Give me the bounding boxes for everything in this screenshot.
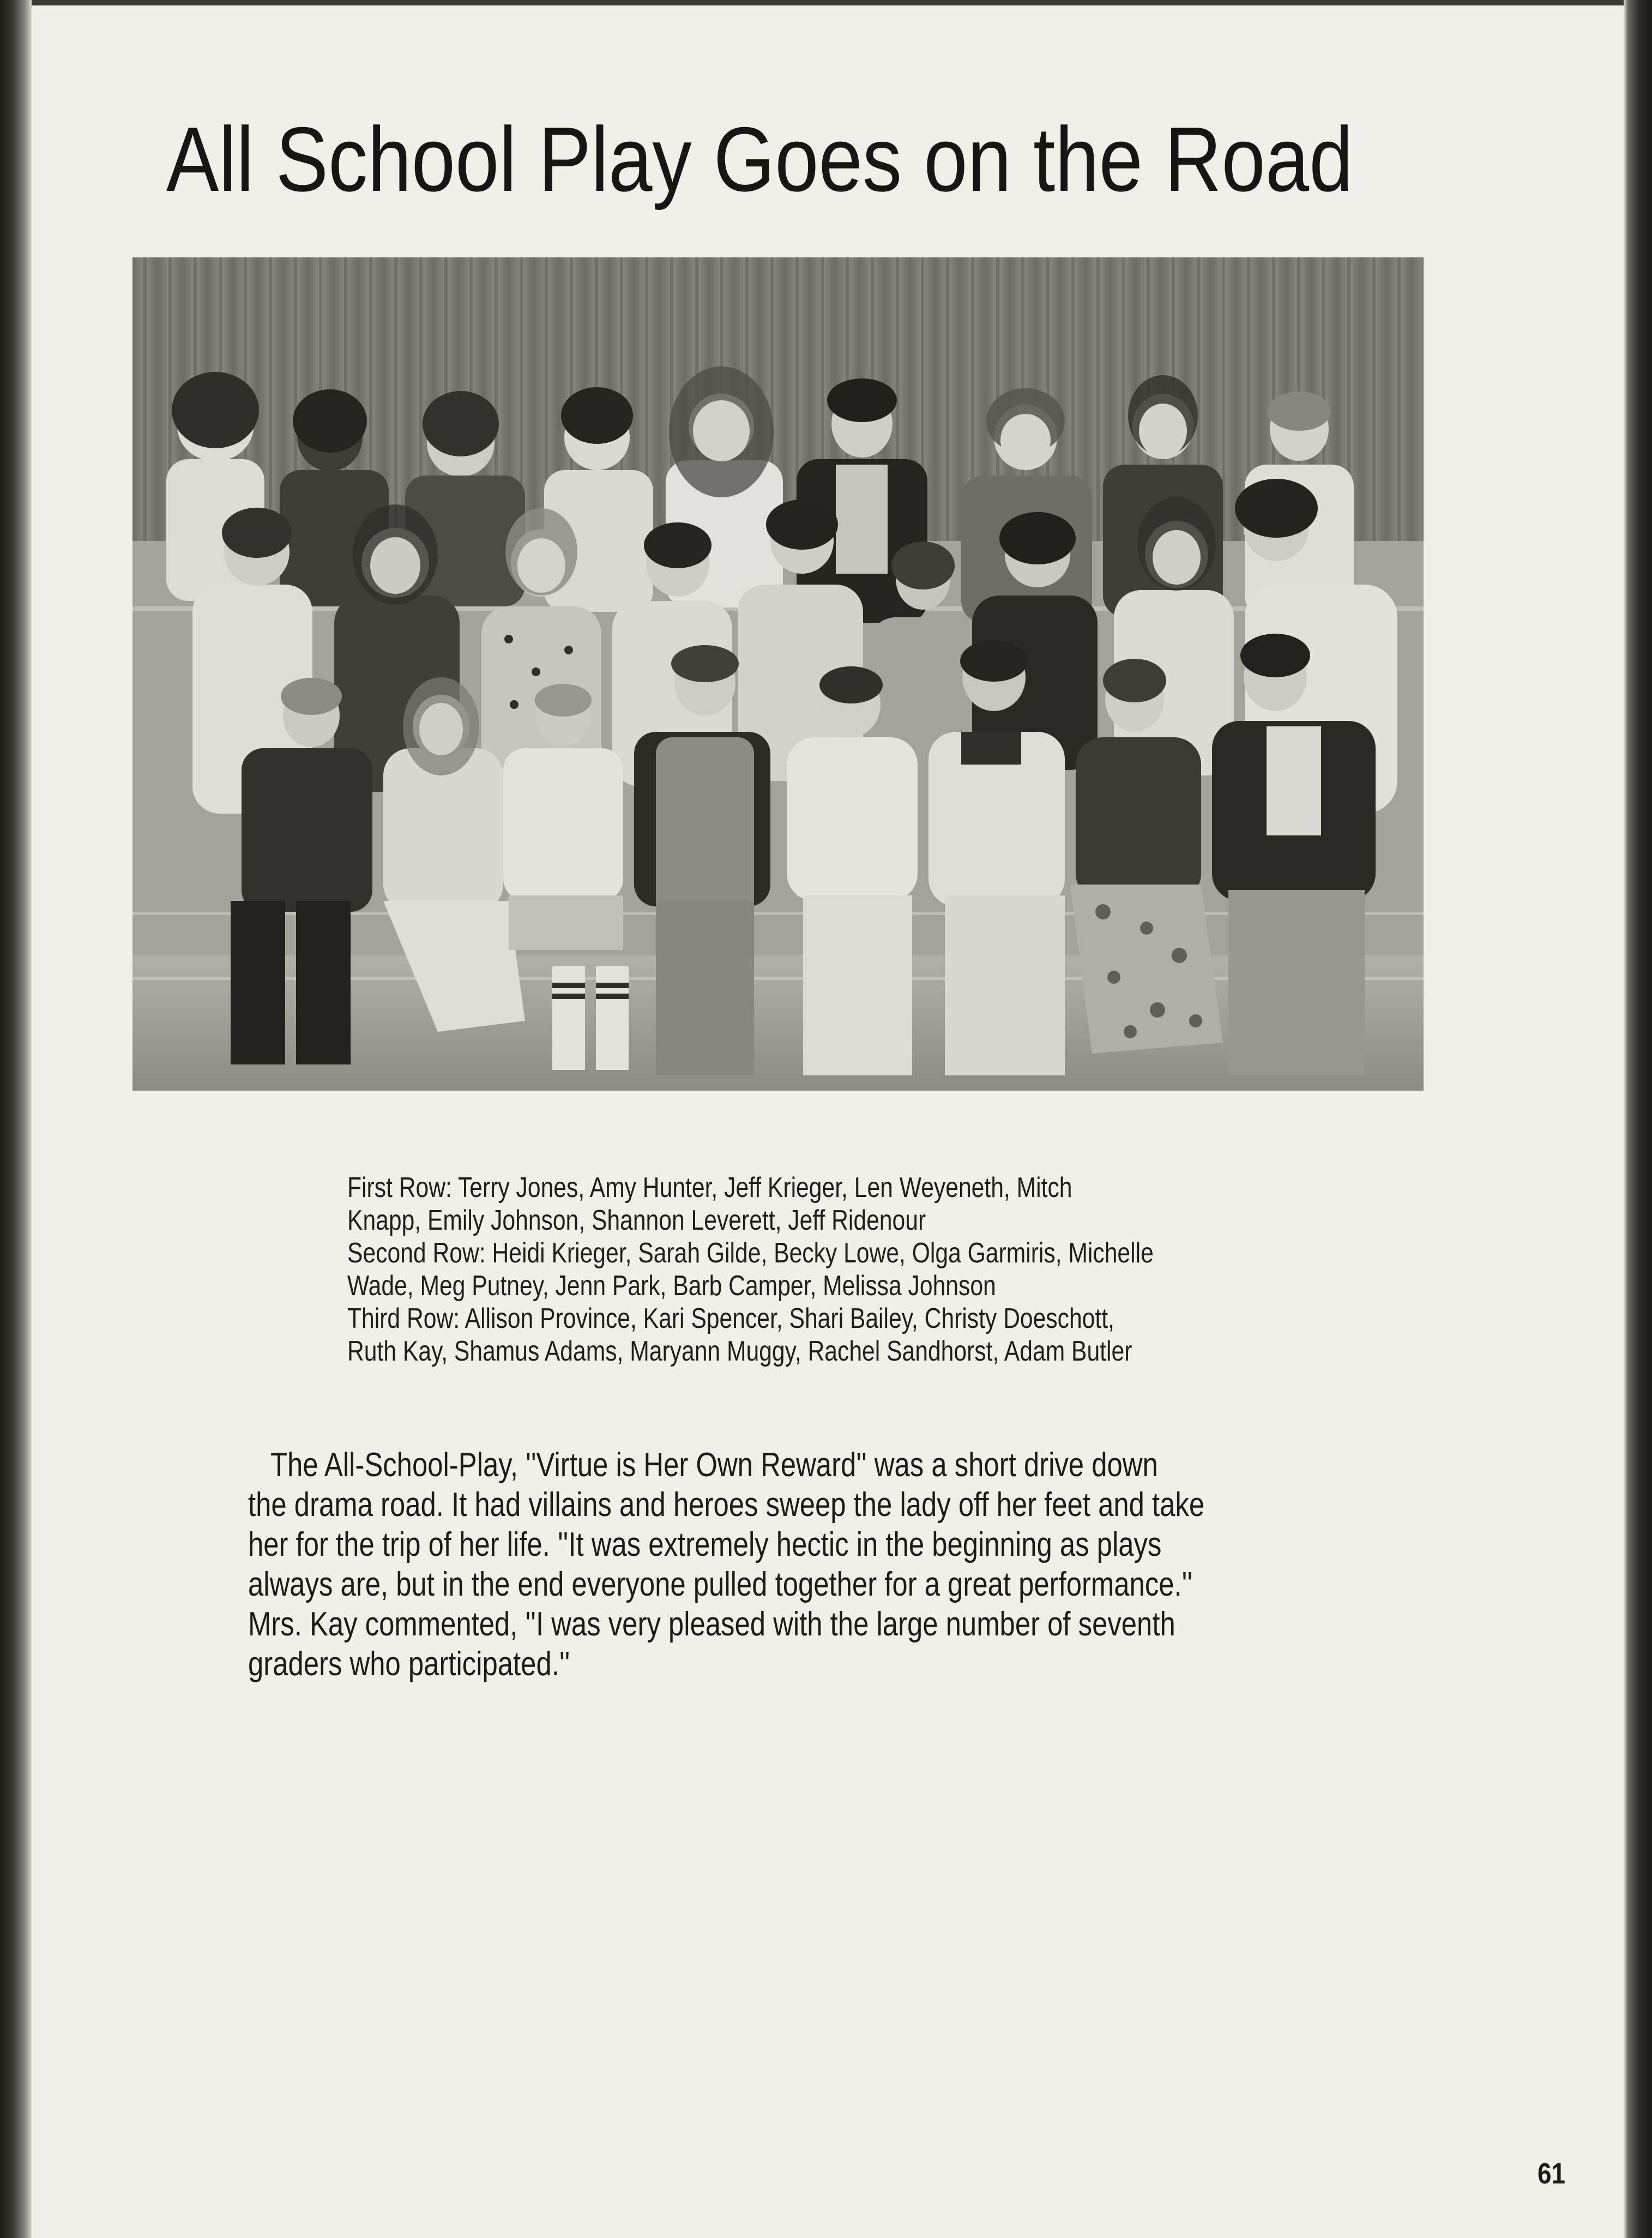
- caption-line: Third Row: Allison Province, Kari Spencer, Shari Bailey, Christy Doeschott,: [347, 1303, 1114, 1334]
- caption-line: Wade, Meg Putney, Jenn Park, Barb Camper, Melissa Johnson: [347, 1270, 996, 1302]
- body-line: The All-School-Play, ''Virtue is Her Own Reward'' was a short drive down: [270, 1446, 1158, 1484]
- body-line: Mrs. Kay commented, ''I was very pleased with the large number of seventh: [248, 1605, 1175, 1643]
- page-right-edge: [1624, 0, 1652, 2238]
- group-photo-image: [132, 257, 1424, 1091]
- body-line: graders who participated.'': [248, 1645, 570, 1683]
- body-line: always are, but in the end everyone pulled together for a great performance.'': [248, 1566, 1193, 1603]
- caption-line: First Row: Terry Jones, Amy Hunter, Jeff Krieger, Len Weyeneth, Mitch: [347, 1172, 1072, 1204]
- body-line: her for the trip of her life. ''It was extremely hectic in the beginning as plays: [248, 1526, 1162, 1563]
- photo-caption: [347, 1171, 1154, 1368]
- page-number: 61: [1538, 2157, 1566, 2190]
- article-body: [248, 1445, 1374, 1684]
- page-binding-edge: [0, 0, 32, 2238]
- page-title: All School Play Goes on the Road: [166, 107, 1353, 210]
- body-line: the drama road. It had villains and heroes sweep the lady off her feet and take: [248, 1486, 1205, 1524]
- group-photo: [132, 257, 1424, 1091]
- page-top-edge: [0, 0, 1652, 5]
- caption-line: Ruth Kay, Shamus Adams, Maryann Muggy, Rachel Sandhorst, Adam Butler: [347, 1335, 1132, 1367]
- caption-line: Second Row: Heidi Krieger, Sarah Gilde, Becky Lowe, Olga Garmiris, Michelle: [347, 1237, 1154, 1269]
- caption-line: Knapp, Emily Johnson, Shannon Leverett, Jeff Ridenour: [347, 1205, 926, 1236]
